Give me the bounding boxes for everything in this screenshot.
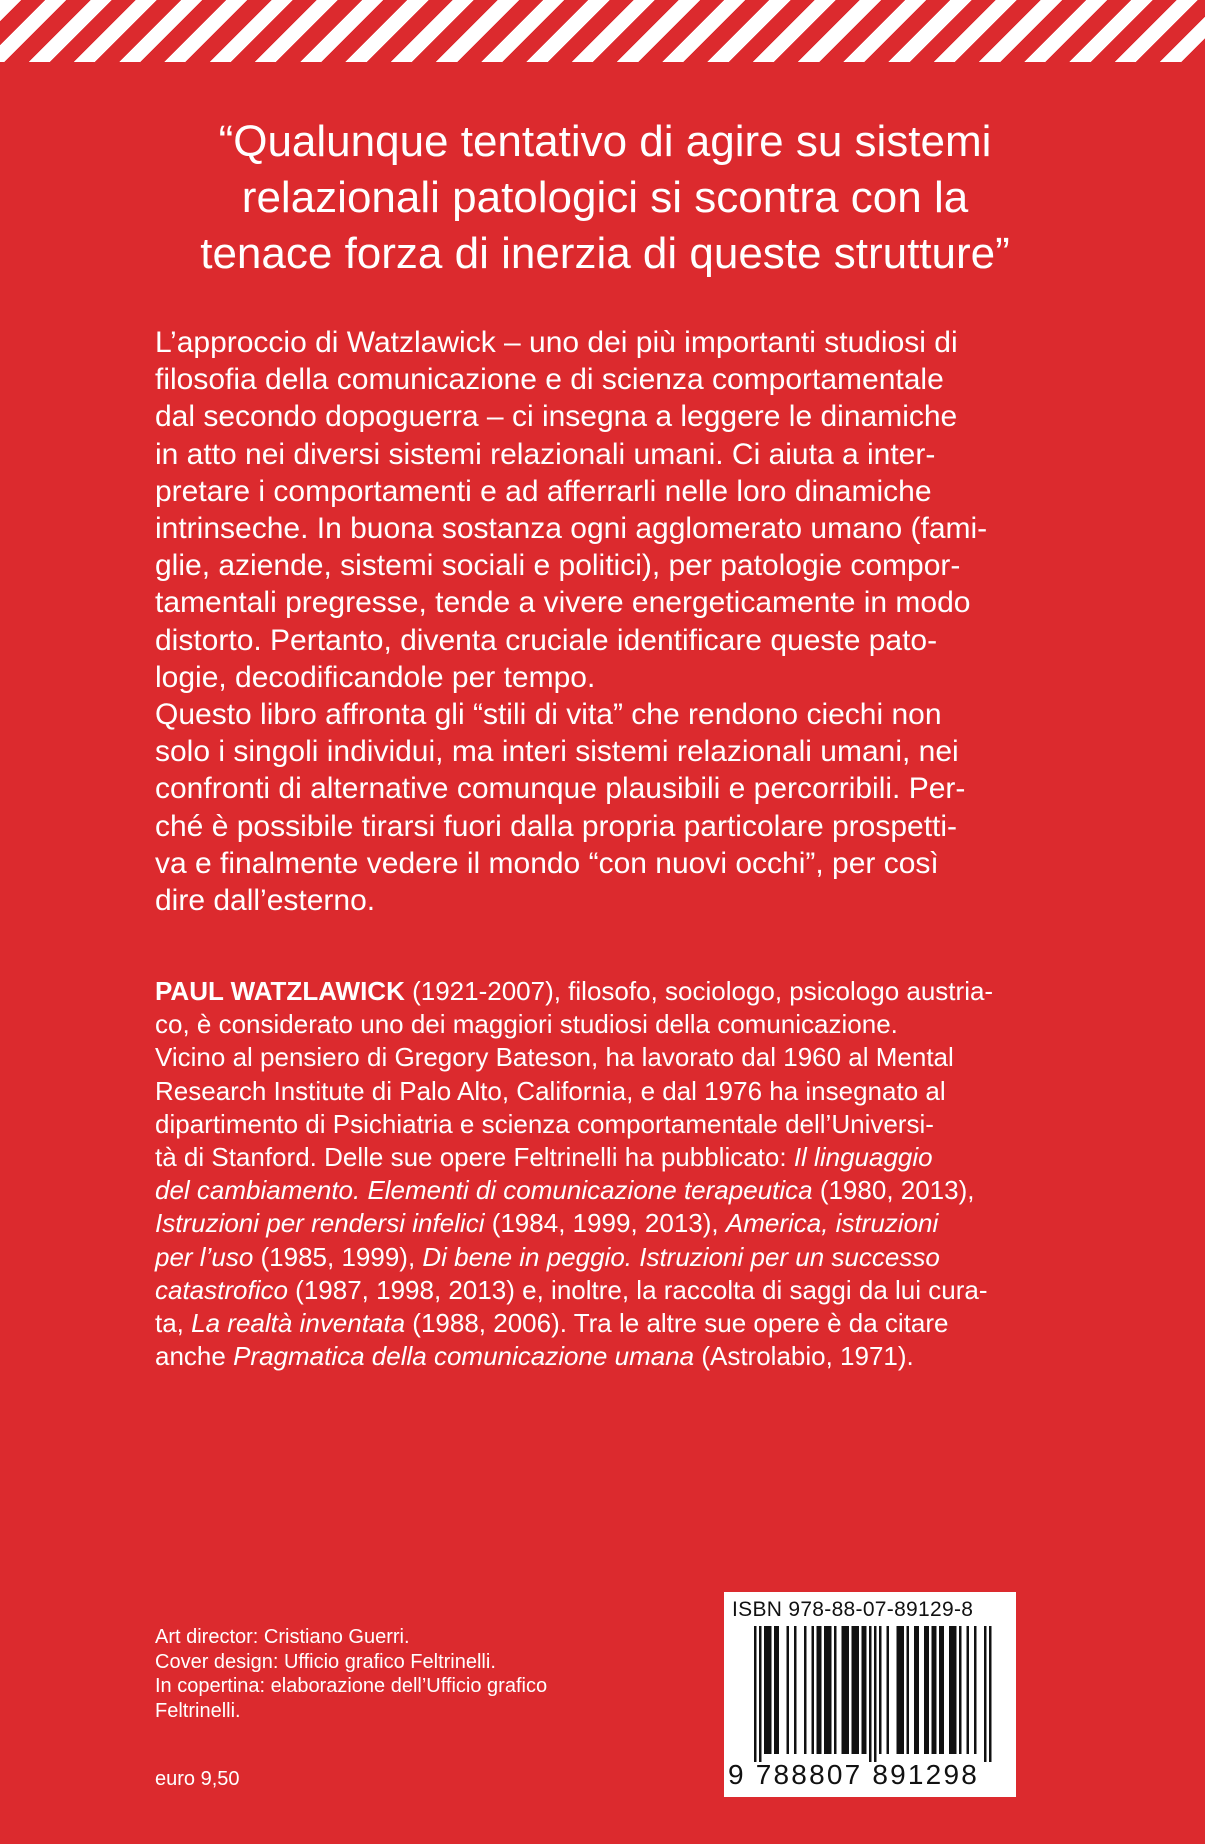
description-line: pretare i comportamenti e ad afferrarli nelle loro dinamiche xyxy=(155,474,932,508)
author-name: PAUL WATZLAWICK xyxy=(155,976,405,1006)
bio-text: (1980, 2013), xyxy=(812,1175,975,1206)
isbn-label: ISBN 978-88-07-89129-8 xyxy=(732,1598,974,1621)
book-title: Di bene in peggio. Istruzioni per un successo xyxy=(422,1241,940,1272)
barcode-bar xyxy=(949,1626,957,1754)
price-label: euro 9,50 xyxy=(155,1768,240,1790)
bio-line: Vicino al pensiero di Gregory Bateson, ha lavorato dal 1960 al Mental xyxy=(155,1042,954,1073)
description-line: tamentali pregresse, tende a vivere energeticamente in modo xyxy=(155,586,971,620)
ean-digits: 9 788807 891298 xyxy=(728,1759,979,1790)
barcode-bar xyxy=(804,1626,807,1754)
back-cover xyxy=(0,62,1205,1844)
bio-line xyxy=(155,1274,1055,1307)
barcode-bar xyxy=(974,1626,977,1754)
quote-line: tenace forza di inerzia di queste strutture” xyxy=(200,229,1010,278)
book-description xyxy=(155,324,1055,919)
barcode-bar xyxy=(887,1626,890,1754)
bio-text: (1921-2007), filosofo, sociologo, psicologo austria- xyxy=(404,976,994,1006)
barcode-bar xyxy=(824,1626,832,1754)
barcode-bar xyxy=(759,1626,762,1762)
pull-quote xyxy=(120,114,1090,282)
bio-line xyxy=(155,1340,1055,1373)
credit-line: In copertina: elaborazione dell’Ufficio grafico xyxy=(155,1675,548,1697)
book-title: Istruzioni per rendersi infelici xyxy=(155,1208,485,1239)
barcode-bar xyxy=(967,1626,970,1754)
credit-line: Feltrinelli. xyxy=(155,1699,241,1722)
bio-line xyxy=(155,1174,1055,1207)
credits xyxy=(155,1625,675,1723)
bio-text: ta, xyxy=(155,1308,192,1339)
bio-line: Research Institute di Palo Alto, California, e dal 1976 ha insegnato al xyxy=(155,1075,946,1106)
bio-text: (1987, 1998, 2013) e, inoltre, la raccolta di saggi da lui cura- xyxy=(287,1274,988,1305)
bio-text: (Astrolabio, 1971). xyxy=(694,1341,914,1372)
description-line: confronti di alternative comunque plausibili e percorribili. Per- xyxy=(155,772,966,806)
bio-line: co, è considerato uno dei maggiori studiosi della comunicazione. xyxy=(155,1009,898,1040)
bio-text: (1985, 1999), xyxy=(253,1241,423,1272)
barcode-bar xyxy=(914,1626,919,1754)
barcode-bar xyxy=(897,1626,905,1754)
barcode-bar xyxy=(879,1626,882,1754)
description-line: L’approccio di Watzlawick – uno dei più importanti studiosi di xyxy=(155,326,958,359)
bio-line xyxy=(155,1307,1055,1340)
bio-line xyxy=(155,1241,1055,1274)
barcode-bar xyxy=(834,1626,837,1754)
barcode-bar xyxy=(787,1626,790,1754)
barcode-bar xyxy=(959,1626,962,1754)
description-line: logie, decodificandole per tempo. xyxy=(155,660,596,694)
barcode-bar xyxy=(754,1626,757,1762)
book-title: Il linguaggio xyxy=(793,1142,933,1173)
book-title: America, istruzioni xyxy=(725,1208,939,1239)
book-title: La realtà inventata xyxy=(191,1308,406,1339)
bio-line xyxy=(155,1141,1055,1174)
barcode-bar xyxy=(989,1626,992,1762)
description-line: glie, aziende, sistemi sociali e politici), per patologie compor- xyxy=(155,549,961,583)
description-line: distorto. Pertanto, diventa cruciale identificare queste pato- xyxy=(155,623,938,657)
bio-line xyxy=(155,975,1055,1008)
description-line: dal secondo dopoguerra – ci insegna a leggere le dinamiche xyxy=(155,400,958,434)
barcode-bar xyxy=(874,1626,877,1762)
quote-line: “Qualunque tentativo di agire su sistemi xyxy=(218,117,992,166)
bio-text: anche xyxy=(155,1341,234,1372)
description-line: intrinseche. In buona sostanza ogni agglomerato umano (fami- xyxy=(155,512,988,546)
barcode-bar xyxy=(862,1626,867,1754)
barcode-bar xyxy=(817,1626,822,1754)
bio-line: dipartimento di Psichiatria e scienza comportamentale dell’Universi- xyxy=(155,1108,934,1139)
description-line: ché è possibile tirarsi fuori dalla propria particolare prospetti- xyxy=(155,809,958,843)
striped-top-border xyxy=(0,0,1205,62)
barcode-bar xyxy=(924,1626,929,1754)
bio-line xyxy=(155,1207,1055,1240)
description-line: va e finalmente vedere il mondo “con nuovi occhi”, per così xyxy=(155,846,939,880)
barcode-bar xyxy=(852,1626,860,1754)
description-line: filosofia della comunicazione e di scienza comportamentale xyxy=(155,363,944,397)
bio-text: (1984, 1999, 2013), xyxy=(484,1208,726,1239)
description-line: Questo libro affronta gli “stili di vita” che rendono ciechi non xyxy=(155,698,942,732)
barcode-bar xyxy=(764,1626,772,1754)
barcode-bar xyxy=(842,1626,850,1754)
barcode-bar xyxy=(794,1626,797,1754)
book-title: del cambiamento. Elementi di comunicazione terapeutica xyxy=(155,1175,813,1206)
barcode-bar xyxy=(869,1626,872,1762)
quote-line: relazionali patologici si scontra con la xyxy=(241,173,969,222)
bio-text: tà di Stanford. Delle sue opere Feltrinelli ha pubblicato: xyxy=(155,1142,794,1173)
credit-line: Art director: Cristiano Guerri. xyxy=(155,1626,410,1648)
book-title: catastrofico xyxy=(155,1274,288,1305)
barcode-icon xyxy=(732,1626,1008,1762)
book-title: Pragmatica della comunicazione umana xyxy=(233,1341,695,1372)
book-title: per l’uso xyxy=(155,1241,254,1272)
barcode-bar xyxy=(812,1626,815,1754)
description-line: solo i singoli individui, ma interi sistemi relazionali umani, nei xyxy=(155,735,959,769)
barcode-panel xyxy=(724,1592,1016,1797)
description-line: dire dall’esterno. xyxy=(155,884,376,918)
barcode-bar xyxy=(907,1626,910,1754)
barcode-bar xyxy=(984,1626,987,1762)
credit-line: Cover design: Ufficio grafico Feltrinelli. xyxy=(155,1650,496,1673)
barcode-bar xyxy=(932,1626,937,1754)
barcode-bar xyxy=(774,1626,779,1754)
barcode-bar xyxy=(939,1626,944,1754)
bio-text: (1988, 2006). Tra le altre sue opere è da citare xyxy=(405,1308,949,1339)
description-line: in atto nei diversi sistemi relazionali umani. Ci aiuta a inter- xyxy=(155,437,936,471)
author-bio xyxy=(155,975,1055,1373)
